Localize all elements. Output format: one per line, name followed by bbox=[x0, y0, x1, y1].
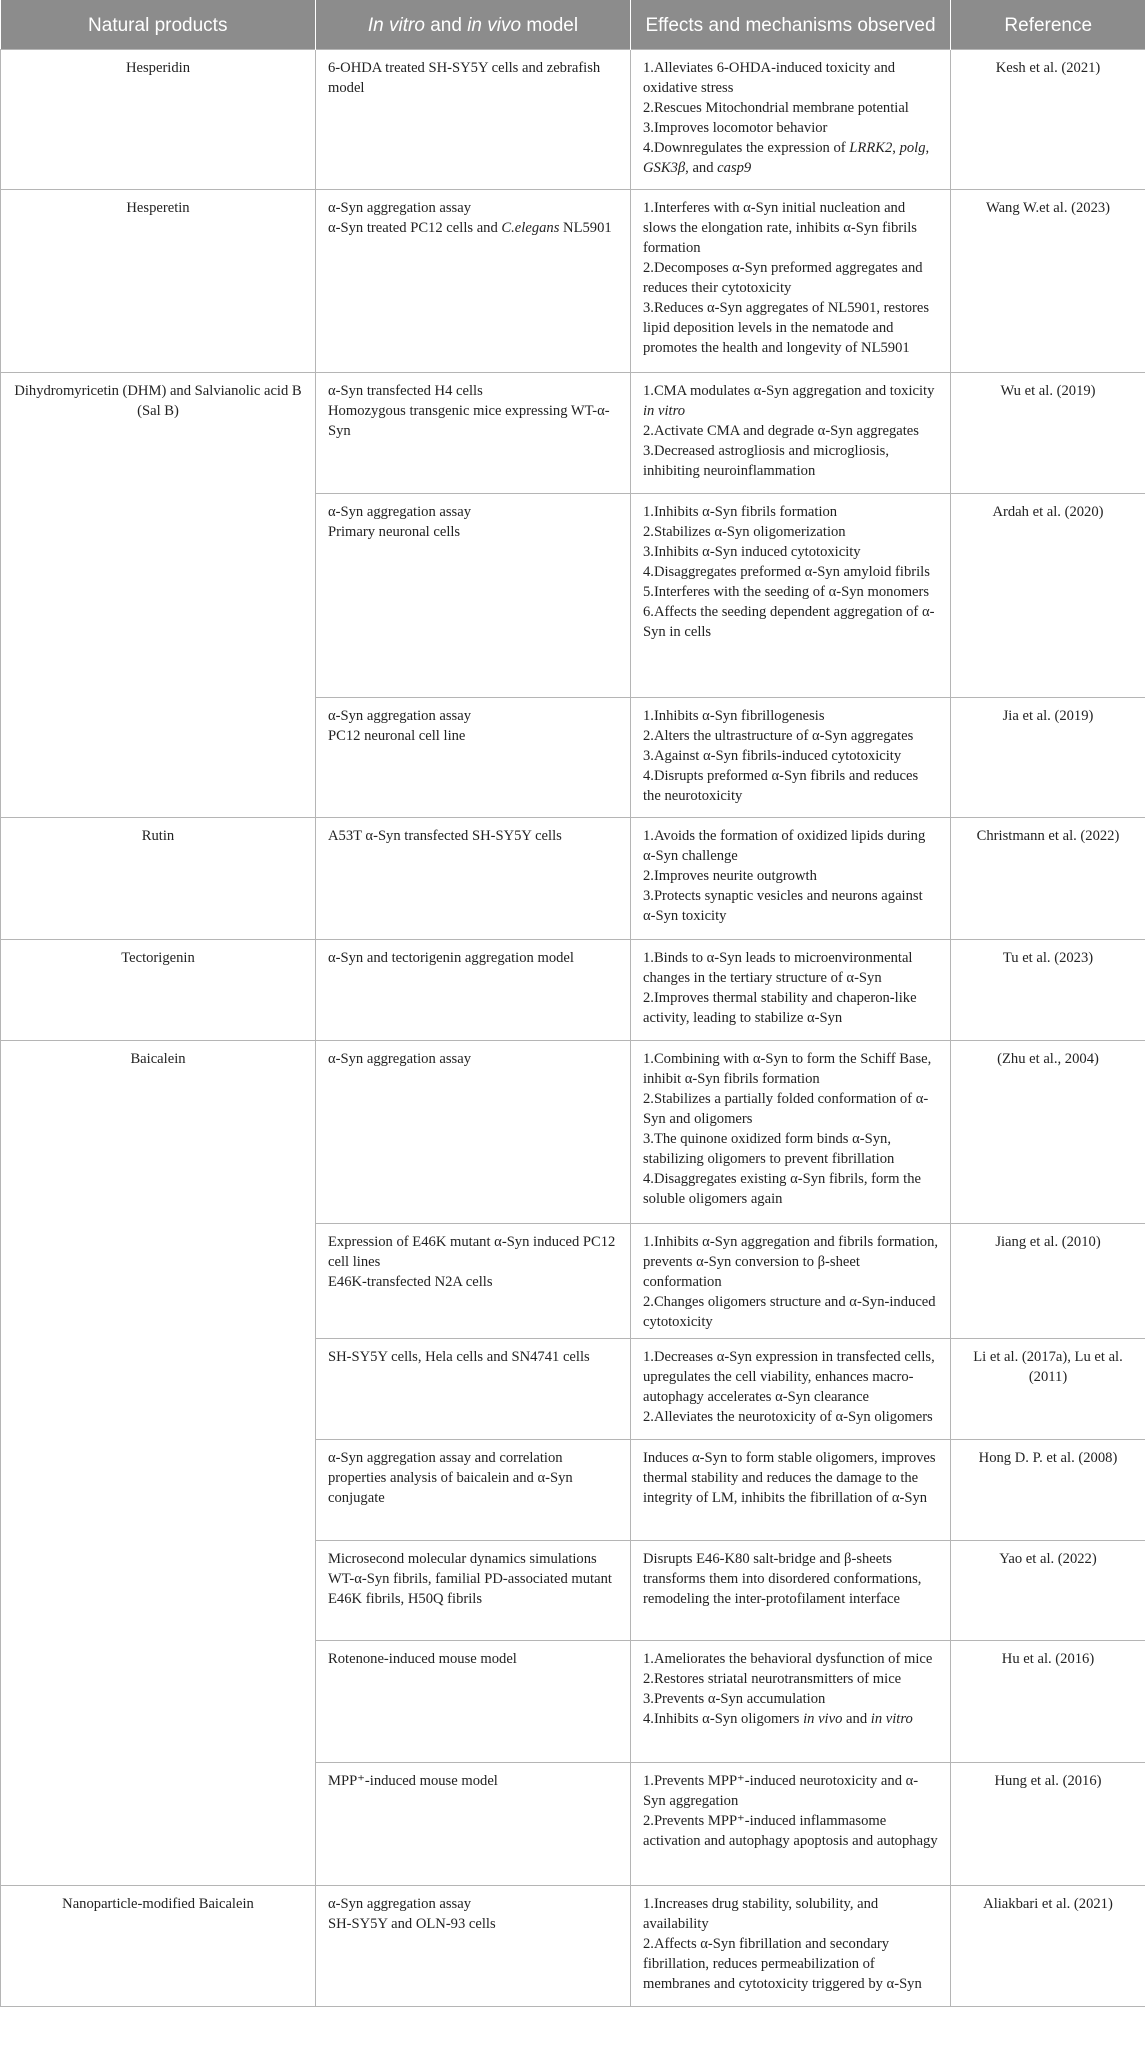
model-cell: A53T α-Syn transfected SH-SY5Y cells bbox=[316, 817, 631, 939]
model-cell: SH-SY5Y cells, Hela cells and SN4741 cells bbox=[316, 1338, 631, 1439]
model-cell: Microsecond molecular dynamics simulations WT-α-Syn fibrils, familial PD-associated mutant E46K fibrils, H50Q fibrils bbox=[316, 1540, 631, 1640]
table-row bbox=[1, 49, 1145, 189]
effects-cell: 1.Inhibits α-Syn fibrils formation 2.Stabilizes α-Syn oligomerization 3.Inhibits α-Syn induced cytotoxicity 4.Disaggregates preformed α-Syn amyloid fibrils 5.Interferes with the seeding of α-Syn monomers 6.Affects the seeding dependent aggregation of α-Syn in cells bbox=[631, 493, 951, 697]
reference-cell: Hu et al. (2016) bbox=[951, 1640, 1145, 1762]
model-cell: α-Syn aggregation assay and correlation properties analysis of baicalein and α-Syn conjugate bbox=[316, 1439, 631, 1540]
header-reference: Reference bbox=[951, 0, 1145, 49]
effects-cell: 1.Inhibits α-Syn aggregation and fibrils formation, prevents α-Syn conversion to β-sheet conformation 2.Changes oligomers structure and α-Syn-induced cytotoxicity bbox=[631, 1223, 951, 1338]
table-row bbox=[1, 939, 1145, 1040]
natural-product-cell: Hesperidin bbox=[1, 49, 316, 189]
effects-cell: Disrupts E46-K80 salt-bridge and β-sheets transforms them into disordered conformations, remodeling the inter-protofilament interface bbox=[631, 1540, 951, 1640]
model-cell: α-Syn and tectorigenin aggregation model bbox=[316, 939, 631, 1040]
reference-cell: Yao et al. (2022) bbox=[951, 1540, 1145, 1640]
model-cell: Expression of E46K mutant α-Syn induced PC12 cell lines E46K-transfected N2A cells bbox=[316, 1223, 631, 1338]
model-cell: α-Syn aggregation assay Primary neuronal cells bbox=[316, 493, 631, 697]
model-cell: α-Syn aggregation assay bbox=[316, 1040, 631, 1223]
effects-cell: 1.Ameliorates the behavioral dysfunction of mice 2.Restores striatal neurotransmitters of mice 3.Prevents α-Syn accumulation 4.Inhibits α-Syn oligomers in vivo and in vitro bbox=[631, 1640, 951, 1762]
effects-cell: 1.Inhibits α-Syn fibrillogenesis 2.Alters the ultrastructure of α-Syn aggregates 3.Against α-Syn fibrils-induced cytotoxicity 4.Disrupts preformed α-Syn fibrils and reduces the neurotoxicity bbox=[631, 697, 951, 817]
reference-cell: Wu et al. (2019) bbox=[951, 372, 1145, 493]
model-cell: α-Syn transfected H4 cells Homozygous transgenic mice expressing WT-α-Syn bbox=[316, 372, 631, 493]
reference-cell: Hong D. P. et al. (2008) bbox=[951, 1439, 1145, 1540]
reference-cell: (Zhu et al., 2004) bbox=[951, 1040, 1145, 1223]
table-row bbox=[1, 817, 1145, 939]
effects-cell: Induces α-Syn to form stable oligomers, improves thermal stability and reduces the damage to the integrity of LM, inhibits the fibrillation of α-Syn bbox=[631, 1439, 951, 1540]
effects-cell: 1.Prevents MPP⁺-induced neurotoxicity and α-Syn aggregation 2.Prevents MPP⁺-induced inflammasome activation and autophagy apoptosis and autophagy bbox=[631, 1762, 951, 1885]
reference-cell: Hung et al. (2016) bbox=[951, 1762, 1145, 1885]
header-model: In vitro and in vivo model bbox=[316, 0, 631, 49]
model-cell: Rotenone-induced mouse model bbox=[316, 1640, 631, 1762]
reference-cell: Christmann et al. (2022) bbox=[951, 817, 1145, 939]
table-row bbox=[1, 372, 1145, 493]
reference-cell: Aliakbari et al. (2021) bbox=[951, 1885, 1145, 2006]
effects-cell: 1.Increases drug stability, solubility, and availability 2.Affects α-Syn fibrillation and secondary fibrillation, reduces permeabilization of membranes and cytotoxicity triggered by α-Syn bbox=[631, 1885, 951, 2006]
natural-product-cell: Dihydromyricetin (DHM) and Salvianolic acid B (Sal B) bbox=[1, 372, 316, 817]
header-row bbox=[1, 0, 1145, 49]
model-cell: 6-OHDA treated SH-SY5Y cells and zebrafish model bbox=[316, 49, 631, 189]
effects-cell: 1.Alleviates 6-OHDA-induced toxicity and oxidative stress 2.Rescues Mitochondrial membrane potential 3.Improves locomotor behavior 4.Downregulates the expression of LRRK2, polg, GSK3β, and casp9 bbox=[631, 49, 951, 189]
natural-product-cell: Baicalein bbox=[1, 1040, 316, 1885]
model-cell: α-Syn aggregation assay SH-SY5Y and OLN-93 cells bbox=[316, 1885, 631, 2006]
effects-cell: 1.Decreases α-Syn expression in transfected cells, upregulates the cell viability, enhances macro-autophagy accelerates α-Syn clearance 2.Alleviates the neurotoxicity of α-Syn oligomers bbox=[631, 1338, 951, 1439]
natural-product-cell: Hesperetin bbox=[1, 189, 316, 372]
header-effects: Effects and mechanisms observed bbox=[631, 0, 951, 49]
natural-product-cell: Rutin bbox=[1, 817, 316, 939]
table-row bbox=[1, 1885, 1145, 2006]
reference-cell: Wang W.et al. (2023) bbox=[951, 189, 1145, 372]
table-row bbox=[1, 1040, 1145, 1223]
model-cell: α-Syn aggregation assay PC12 neuronal cell line bbox=[316, 697, 631, 817]
reference-cell: Ardah et al. (2020) bbox=[951, 493, 1145, 697]
effects-cell: 1.CMA modulates α-Syn aggregation and toxicity in vitro 2.Activate CMA and degrade α-Syn aggregates 3.Decreased astrogliosis and microgliosis, inhibiting neuroinflammation bbox=[631, 372, 951, 493]
natural-product-cell: Nanoparticle-modified Baicalein bbox=[1, 1885, 316, 2006]
effects-cell: 1.Interferes with α-Syn initial nucleation and slows the elongation rate, inhibits α-Syn fibrils formation 2.Decomposes α-Syn preformed aggregates and reduces their cytotoxicity 3.Reduces α-Syn aggregates of NL5901, restores lipid deposition levels in the nematode and promotes the health and longevity of NL5901 bbox=[631, 189, 951, 372]
reference-cell: Jiang et al. (2010) bbox=[951, 1223, 1145, 1338]
table-row bbox=[1, 189, 1145, 372]
model-cell: α-Syn aggregation assay α-Syn treated PC12 cells and C.elegans NL5901 bbox=[316, 189, 631, 372]
model-cell: MPP⁺-induced mouse model bbox=[316, 1762, 631, 1885]
natural-product-cell: Tectorigenin bbox=[1, 939, 316, 1040]
effects-cell: 1.Avoids the formation of oxidized lipids during α-Syn challenge 2.Improves neurite outgrowth 3.Protects synaptic vesicles and neurons against α-Syn toxicity bbox=[631, 817, 951, 939]
effects-cell: 1.Combining with α-Syn to form the Schiff Base, inhibit α-Syn fibrils formation 2.Stabilizes a partially folded conformation of α-Syn and oligomers 3.The quinone oxidized form binds α-Syn, stabilizing oligomers to prevent fibrillation 4.Disaggregates existing α-Syn fibrils, form the soluble oligomers again bbox=[631, 1040, 951, 1223]
reference-cell: Jia et al. (2019) bbox=[951, 697, 1145, 817]
reference-cell: Kesh et al. (2021) bbox=[951, 49, 1145, 189]
header-natural-products: Natural products bbox=[1, 0, 316, 49]
reference-cell: Tu et al. (2023) bbox=[951, 939, 1145, 1040]
effects-cell: 1.Binds to α-Syn leads to microenvironmental changes in the tertiary structure of α-Syn 2.Improves thermal stability and chaperon-like activity, leading to stabilize α-Syn bbox=[631, 939, 951, 1040]
reference-cell: Li et al. (2017a), Lu et al. (2011) bbox=[951, 1338, 1145, 1439]
